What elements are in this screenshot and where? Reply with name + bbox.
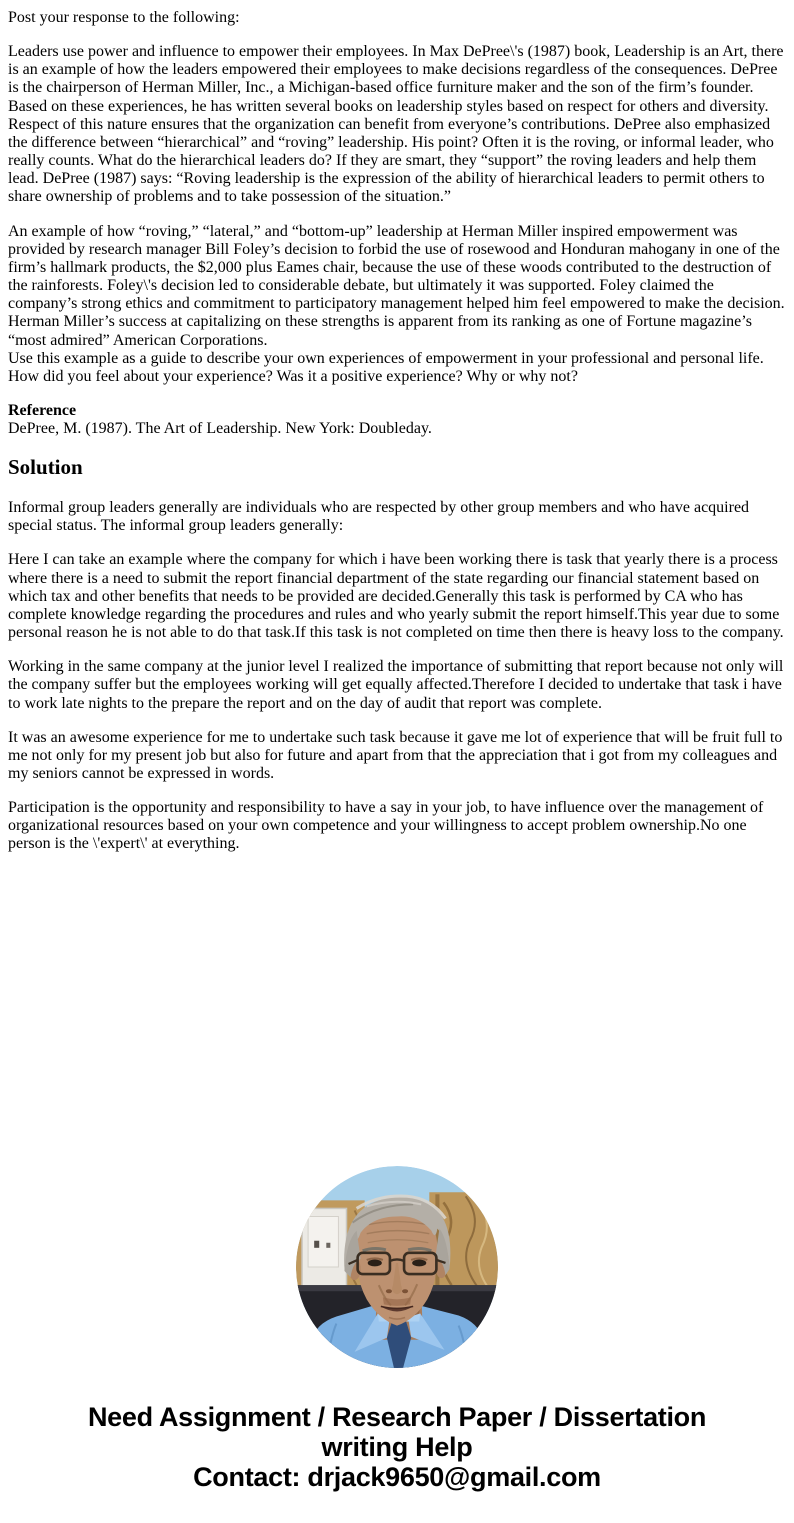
contact-email-text: Contact: drjack9650@gmail.com bbox=[193, 1461, 601, 1492]
solution-paragraph-2: Here I can take an example where the company for which i have been working there is task that yearly there is a process where there is a need to submit the report financial department of the state regarding our financial statement based on which tax and other benefits that needs to be provided are decided.Generally this task is performed by CA who has complete knowledge regarding the procedures and rules and who yearly submit the report himself.This year due to some personal reason he is not able to do that task.If this task is not completed on time then there is heavy loss to the company. bbox=[8, 551, 784, 642]
reference-heading: Reference bbox=[8, 401, 77, 419]
solution-paragraph-4: It was an awesome experience for me to undertake such task because it gave me lot of experience that will be fruit full to me not only for my present job but also for future and apart from that the appreciation that i got from my colleagues and my seniors cannot be expressed in words. bbox=[8, 728, 783, 782]
document-body bbox=[8, 9, 786, 854]
question-paragraph-2: An example of how “roving,” “lateral,” and “bottom-up” leadership at Herman Miller inspired empowerment was provided by research manager Bill Foley’s decision to forbid the use of rosewood and Honduran mahogany in one of the firm’s hallmark products, the $2,000 plus Eames chair, because the use of these woods contributed to the destruction of the rainforests. Foley\'s decision led to considerable debate, but ultimately it was supported. Foley claimed the company’s strong ethics and commitment to participatory management helped him feel empowered to make the decision. Herman Miller’s success at capitalizing on these strengths is apparent from its ranking as one of Fortune magazine’s “most admired” American Corporations. bbox=[8, 222, 785, 349]
help-banner-line-2: writing Help bbox=[321, 1431, 473, 1462]
question-paragraph-3: Use this example as a guide to describe your own experiences of empowerment in your professional and personal life. How did you feel about your experience? Was it a positive experience? Why or why not? bbox=[8, 349, 764, 385]
footer-section bbox=[8, 1166, 786, 1492]
solution-paragraph-5: Participation is the opportunity and responsibility to have a say in your job, to have influence over the management of organizational resources based on your own competence and your willingness to accept problem ownership.No one person is the \'expert\' at everything. bbox=[8, 799, 764, 853]
prompt-text: Post your response to the following: bbox=[8, 9, 240, 26]
solution-paragraph-1: Informal group leaders generally are individuals who are respected by other group members and who have acquired special status. The informal group leaders generally: bbox=[8, 499, 750, 535]
question-paragraph-1: Leaders use power and influence to empower their employees. In Max DePree\'s (1987) book, Leadership is an Art, there is an example of how the leaders empowered their employees to make decisions regardless of the consequences. DePree is the chairperson of Herman Miller, Inc., a Michigan-based office furniture maker and the son of the firm’s founder. Based on these experiences, he has written several books on leadership styles based on respect for others and diversity. Respect of this nature ensures that the organization can benefit from everyone’s contributions. DePree also emphasized the difference between “hierarchical” and “roving” leadership. His point? Often it is the roving, or informal leader, who really counts. What do the hierarchical leaders do? If they are smart, they “support” the roving leaders and help them lead. DePree (1987) says: “Roving leadership is the expression of the ability of hierarchical leaders to permit others to share ownership of problems and to take possession of the situation.” bbox=[8, 43, 784, 206]
solution-heading: Solution bbox=[8, 455, 83, 480]
help-banner bbox=[8, 1402, 786, 1492]
reference-citation: DePree, M. (1987). The Art of Leadership. New York: Doubleday. bbox=[8, 420, 432, 438]
profile-photo bbox=[296, 1166, 498, 1368]
solution-paragraph-3: Working in the same company at the junior level I realized the importance of submitting that report because not only will the company suffer but the employees working will get equally affected.Therefore I decided to undertake that task i have to work late nights to the prepare the report and on the day of audit that report was complete. bbox=[8, 658, 784, 712]
elderly-man-portrait-icon bbox=[296, 1166, 498, 1368]
help-banner-line-1: Need Assignment / Research Paper / Dissertation bbox=[87, 1401, 707, 1432]
